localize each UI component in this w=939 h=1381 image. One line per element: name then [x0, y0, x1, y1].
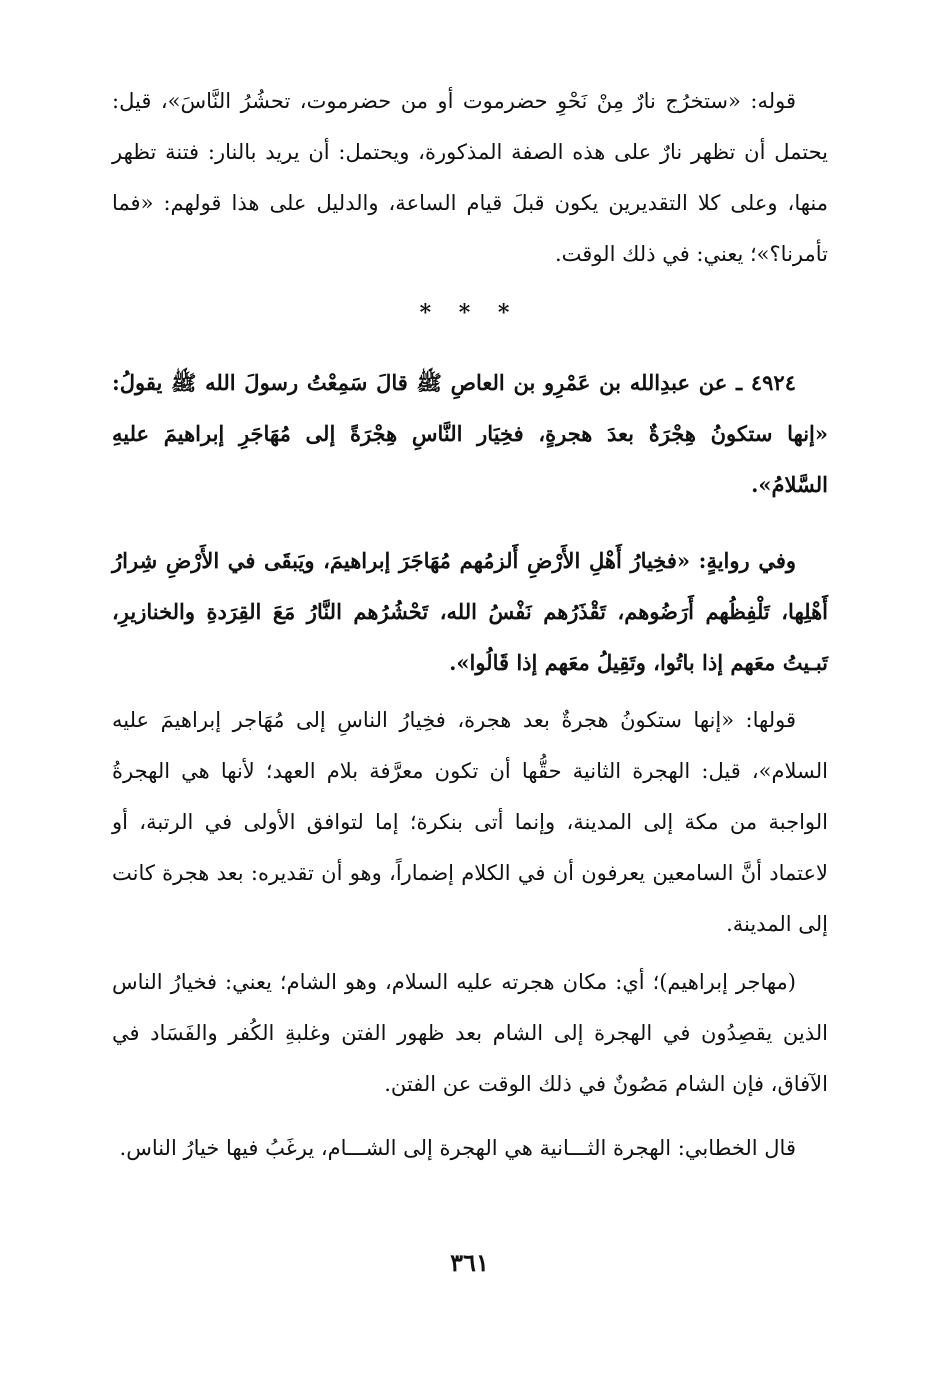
- page-number: ٣٦١: [450, 1248, 489, 1277]
- hadith-paragraph: ٤٩٢٤ ـ عن عبدِالله بن عَمْرِو بن العاصِ ﷺ قالَ سَمِعْتُ رسولَ الله ﷺ يقولُ: «إنها ستكونُ هِجْرَةٌ بعدَ هجرةٍ، فخِيَار النَّاسِ هِجْرَةً إلى مُهَاجَرِ إبراهيمَ عليهِ السَّلامُ».: [112, 370, 828, 497]
- commentary-paragraph-4: قال الخطابي: الهجرة الثـــانية هي الهجرة إلى الشـــام، يرغَبُ فيها خيارُ الناس.: [119, 1136, 796, 1160]
- section-separator: * * *: [419, 300, 520, 326]
- commentary-paragraph-1: قوله: «ستخرُج نارٌ مِنْ نَحْوِ حضرموت أو من حضرموت، تحشُرُ النَّاسَ»، قيل: يحتمل أن تظهر نارٌ على هذه الصفة المذكورة، ويحتمل: أن يريد بالنار: فتنة تظهر منها، وعلى كلا التقديرين يكون قبلَ قيام الساعة، والدليل على هذا قولهم: «فما تأمرنا؟»؛ يعني: في ذلك الوقت.: [112, 89, 828, 266]
- commentary-paragraph-2: قولها: «إنها ستكونُ هجرةٌ بعد هجرة، فخِيارُ الناسِ إلى مُهَاجر إبراهيمَ عليه السلام»، قيل: الهجرة الثانية حقُّها أن تكون معرَّفة بلام العهد؛ لأنها هي الهجرةُ الواجبة من مكة إلى المدينة، وإنما أتى بنكرة؛ إما لتوافق الأولى في الرتبة، أو لاعتماد أنَّ السامعين يعرفون أن في الكلام إضماراً، وهو أن تقديره: بعد هجرة كانت إلى المدينة.: [112, 708, 828, 936]
- narration-paragraph: وفي روايةٍ: «فخِيارُ أَهْلِ الأَرْضِ أَلزمُهم مُهَاجَرَ إبراهيمَ، ويَبقَى في الأَرْضِ شِرارُ أَهْلِها، تَلْفِظُهم أَرَضُوهم، تَقْذَرُهم نَفْسُ الله، تَحْشُرُهم النَّارُ مَعَ القِرَدةِ والخنازيرِ، تَبـيتُ معَهم إذا باتُوا، وتَقِيلُ معَهم إذا قَالُوا».: [112, 548, 828, 675]
- commentary-paragraph-3: (مهاجر إبراهيم)؛ أي: مكان هجرته عليه السلام، وهو الشام؛ يعني: فخيارُ الناس الذين يقصِدُون في الهجرة إلى الشام بعد ظهور الفتن وغلبةِ الكُفر والفَسَاد في الآفاق، فإن الشام مَصُونٌ في ذلك الوقت عن الفتن.: [112, 970, 828, 1096]
